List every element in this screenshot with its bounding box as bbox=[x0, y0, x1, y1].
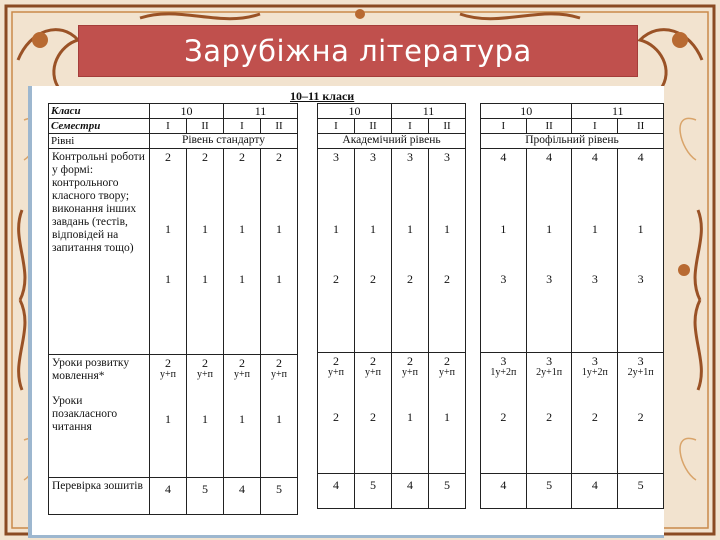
cell-value: 1 bbox=[546, 222, 553, 236]
cell-note: у+п bbox=[328, 367, 344, 378]
slide-title: Зарубіжна література bbox=[184, 34, 532, 68]
cell-value: 1 bbox=[165, 222, 171, 236]
cell-value: 2 bbox=[202, 356, 208, 370]
cell-value: 1 bbox=[239, 412, 245, 426]
cell-value: 2 bbox=[591, 410, 598, 424]
semester-header: II bbox=[526, 119, 572, 134]
grade-header: 11 bbox=[392, 104, 466, 119]
profile-level-table bbox=[480, 103, 664, 509]
cell-value: 2 bbox=[370, 354, 376, 368]
cell-value: 4 bbox=[591, 478, 598, 492]
cell-value: 1 bbox=[239, 272, 245, 286]
cell-value: 1 bbox=[637, 222, 644, 236]
grade-header: 11 bbox=[224, 104, 298, 119]
semester-header: II bbox=[261, 119, 298, 134]
grade-header: 10 bbox=[150, 104, 224, 119]
semester-header: II bbox=[355, 119, 392, 134]
cell-value: 2 bbox=[637, 410, 644, 424]
cell-value: 1 bbox=[407, 222, 413, 236]
cell-value: 1 bbox=[444, 222, 450, 236]
cell-value: 3 bbox=[546, 272, 553, 286]
cell-value: 5 bbox=[546, 478, 553, 492]
cell-value: 3 bbox=[444, 150, 450, 164]
cell-note: у+п bbox=[439, 367, 455, 378]
cell-value: 3 bbox=[637, 354, 644, 368]
classes-label: Класи bbox=[49, 104, 150, 119]
semester-header: II bbox=[429, 119, 466, 134]
cell-value: 2 bbox=[165, 356, 171, 370]
cell-value: 1 bbox=[407, 410, 413, 424]
notebook-check-label: Перевірка зошитів bbox=[49, 478, 150, 515]
cell-value: 2 bbox=[239, 150, 245, 164]
cell-value: 3 bbox=[370, 150, 376, 164]
cell-value: 4 bbox=[239, 482, 245, 496]
cell-note: у+п bbox=[365, 367, 381, 378]
semester-header: I bbox=[224, 119, 261, 134]
cell-value: 3 bbox=[591, 354, 598, 368]
level-header: Академічний рівень bbox=[318, 134, 466, 149]
cell-value: 3 bbox=[407, 150, 413, 164]
cell-value: 2 bbox=[407, 354, 413, 368]
cell-value: 2 bbox=[333, 410, 339, 424]
cell-value: 4 bbox=[500, 150, 507, 164]
cell-value: 5 bbox=[370, 478, 376, 492]
cell-value: 5 bbox=[276, 482, 282, 496]
cell-value: 4 bbox=[407, 478, 413, 492]
cell-value: 2 bbox=[276, 356, 282, 370]
cell-value: 1 bbox=[165, 272, 171, 286]
cell-value: 3 bbox=[637, 272, 644, 286]
semester-header: I bbox=[481, 119, 527, 134]
academic-level-table bbox=[317, 103, 466, 509]
grade-header: 10 bbox=[318, 104, 392, 119]
grade-header: 11 bbox=[572, 104, 664, 119]
cell-note: 1у+2п bbox=[581, 367, 608, 378]
cell-value: 1 bbox=[500, 222, 507, 236]
cell-value: 2 bbox=[239, 356, 245, 370]
cell-value: 3 bbox=[333, 150, 339, 164]
levels-label: Рівні bbox=[49, 134, 150, 149]
level-header: Профільний рівень bbox=[481, 134, 664, 149]
cell-value: 3 bbox=[546, 354, 553, 368]
cell-note: 1у+2п bbox=[490, 367, 517, 378]
cell-value: 2 bbox=[444, 354, 450, 368]
cell-value: 1 bbox=[239, 222, 245, 236]
scanned-document bbox=[28, 86, 664, 538]
document-caption: 10–11 класи bbox=[290, 89, 355, 103]
semesters-label: Семестри bbox=[49, 119, 150, 134]
cell-value: 1 bbox=[333, 222, 339, 236]
cell-value: 2 bbox=[202, 150, 208, 164]
cell-value: 5 bbox=[637, 478, 644, 492]
cell-note: у+п bbox=[234, 369, 250, 380]
cell-value: 1 bbox=[276, 222, 282, 236]
cell-value: 4 bbox=[546, 150, 553, 164]
cell-value: 5 bbox=[444, 478, 450, 492]
cell-value: 4 bbox=[165, 482, 171, 496]
cell-note: у+п bbox=[402, 367, 418, 378]
slide-title-bar bbox=[78, 25, 638, 77]
cell-value: 2 bbox=[444, 272, 450, 286]
level-header: Рівень стандарту bbox=[150, 134, 298, 149]
cell-value: 2 bbox=[500, 410, 507, 424]
cell-value: 2 bbox=[333, 272, 339, 286]
semester-header: I bbox=[392, 119, 429, 134]
standard-level-table bbox=[48, 103, 298, 515]
cell-value: 5 bbox=[202, 482, 208, 496]
reading-lessons-label: Уроки позакласного читання bbox=[52, 395, 118, 433]
cell-note: у+п bbox=[160, 369, 176, 380]
speech-lessons-label: Уроки розвитку мовлення* bbox=[52, 357, 130, 382]
cell-value: 2 bbox=[276, 150, 282, 164]
cell-value: 3 bbox=[591, 272, 598, 286]
cell-note: 2у+1п bbox=[536, 367, 563, 378]
control-works-label: Контрольні роботи у формі: контрольного класного твору; виконання інших завдань (тестів, відповідей на запитання тощо) bbox=[49, 149, 150, 355]
cell-note: у+п bbox=[271, 369, 287, 380]
cell-note: у+п bbox=[197, 369, 213, 380]
grade-header: 10 bbox=[481, 104, 572, 119]
cell-value: 1 bbox=[276, 412, 282, 426]
cell-value: 1 bbox=[591, 222, 598, 236]
cell-value: 2 bbox=[165, 150, 171, 164]
cell-value: 2 bbox=[370, 272, 376, 286]
cell-value: 3 bbox=[500, 272, 507, 286]
cell-value: 1 bbox=[370, 222, 376, 236]
cell-value: 3 bbox=[500, 354, 507, 368]
semester-header: II bbox=[618, 119, 664, 134]
cell-value: 1 bbox=[276, 272, 282, 286]
semester-header: I bbox=[572, 119, 618, 134]
cell-value: 1 bbox=[202, 412, 208, 426]
cell-value: 2 bbox=[333, 354, 339, 368]
cell-value: 1 bbox=[165, 412, 171, 426]
cell-value: 2 bbox=[370, 410, 376, 424]
cell-value: 4 bbox=[637, 150, 644, 164]
cell-value: 1 bbox=[202, 272, 208, 286]
cell-value: 1 bbox=[202, 222, 208, 236]
semester-header: II bbox=[187, 119, 224, 134]
cell-value: 2 bbox=[407, 272, 413, 286]
cell-value: 4 bbox=[591, 150, 598, 164]
cell-value: 2 bbox=[546, 410, 553, 424]
cell-value: 4 bbox=[333, 478, 339, 492]
cell-note: 2у+1п bbox=[627, 367, 654, 378]
cell-value: 4 bbox=[500, 478, 507, 492]
semester-header: I bbox=[150, 119, 187, 134]
semester-header: I bbox=[318, 119, 355, 134]
cell-value: 1 bbox=[444, 410, 450, 424]
